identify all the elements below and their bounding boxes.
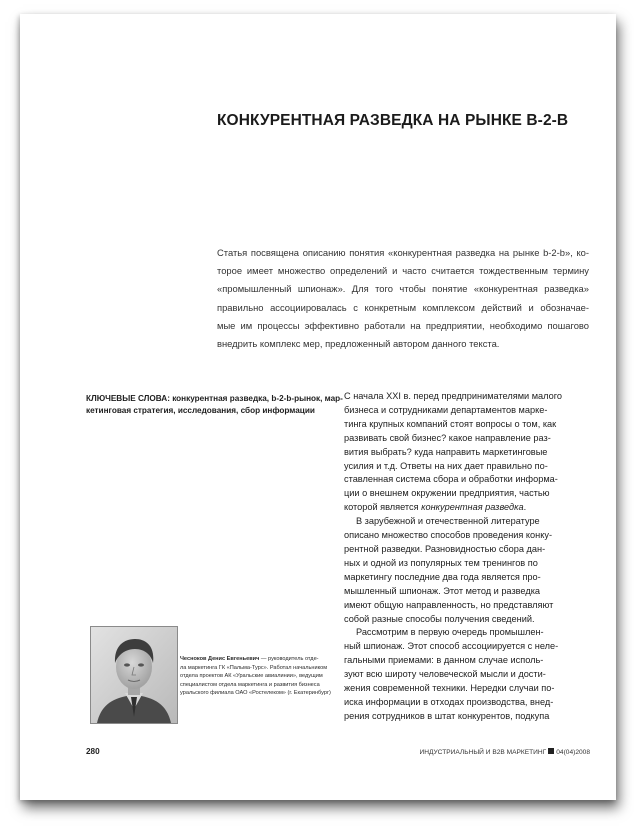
page-number: 280	[86, 747, 100, 756]
body-text: которой является	[344, 502, 422, 513]
journal-name: ИНДУСТРИАЛЬНЫЙ И B2B МАРКЕТИНГ	[419, 749, 547, 756]
author-portrait-image	[91, 627, 177, 723]
body-line: ный шпионаж. Этот способ ассоциируется с неле-	[344, 641, 559, 652]
author-bio-line: специалистом отдела маркетинга и развития бизнеса	[180, 681, 320, 688]
author-bio-line: уральского филиала ОАО «Ростелеком» (г. Екатеринбург)	[180, 690, 331, 697]
body-line: В зарубежной и отечественной литературе	[356, 516, 540, 527]
abstract-line: торое имеет множество определений и часто считается тождественным термину	[217, 265, 589, 277]
article-title: КОНКУРЕНТНАЯ РАЗВЕДКА НА РЫНКЕ B-2-B	[217, 112, 569, 129]
body-line: маркетингу последние два года является про-	[344, 571, 541, 582]
abstract-line: Статья посвящена описанию понятия «конкурентная разведка на рынке b-2-b», ко-	[217, 247, 589, 258]
article-abstract	[217, 244, 589, 353]
body-line: тинга крупных компаний стоят вопросы о том, как	[344, 418, 557, 429]
body-line: С начала XXI в. перед предпринимателями малого	[344, 391, 562, 401]
author-photo	[90, 626, 178, 724]
body-line: гальными приемами: в данном случае исполь-	[344, 655, 544, 666]
author-bio-line: отдела проектов АК «Уральские авиалинии», ведущим	[180, 673, 323, 680]
abstract-line: «промышленный шпионаж». Для того чтобы понятие «конкурентная разведка»	[217, 283, 589, 295]
keywords-line: кетинговая стратегия, исследования, сбор информации	[86, 406, 315, 415]
author-bio-text: — руководитель отде-	[259, 656, 319, 662]
magazine-page	[20, 14, 616, 800]
author-bio-line: ла маркетинга ГК «Пальма-Турс». Работал начальником	[180, 664, 328, 671]
body-line: жения современной техники. Нередки случаи по-	[344, 683, 555, 694]
journal-issue: 04(04)2008	[556, 749, 590, 756]
body-line	[344, 501, 590, 515]
body-line: ных и одной из популярных тем тренингов по	[344, 557, 538, 568]
body-line: бизнеса и сотрудниками департаментов марке-	[344, 404, 548, 415]
article-body	[344, 390, 590, 724]
body-line: развивать свой бизнес? какое направление раз-	[344, 432, 551, 443]
keywords-block	[86, 393, 341, 417]
emphasis-term: конкурентная разведка	[421, 502, 524, 513]
body-line: ставленная система сбора и обработки информа-	[344, 474, 558, 485]
keywords-line: КЛЮЧЕВЫЕ СЛОВА: конкурентная разведка, b-2-b-рынок, мар-	[86, 394, 343, 403]
body-line: вития выбрать? куда направить маркетинговые	[344, 446, 548, 457]
body-line: иска информации в отходах производства, внед-	[344, 696, 554, 707]
body-line: собой разные способы получения сведений.	[344, 613, 535, 624]
abstract-line: мые им процессы эффективно работали на предприятии, необходимо пошагово	[217, 319, 589, 331]
square-bullet-icon	[548, 748, 554, 754]
body-line: Рассмотрим в первую очередь промышлен-	[356, 627, 544, 638]
body-line: мышленный шпионаж. Этот метод и разведка	[344, 585, 541, 596]
author-name: Чесноков Денис Евгеньевич	[180, 656, 260, 662]
body-line: усилия и т.д. Ответы на них дает правильно по-	[344, 460, 548, 471]
body-line: зуют всю широту человеческой мысли и дости-	[344, 669, 546, 680]
body-text: .	[523, 502, 527, 513]
body-line: рения сотрудников в штат конкурентов, подкупа	[344, 710, 550, 721]
author-bio-line	[180, 655, 344, 664]
body-line: описано множество способов проведения конку-	[344, 530, 553, 541]
journal-footer	[404, 748, 590, 756]
body-line: ции о внешнем окружении предприятия, частью	[344, 488, 550, 499]
author-bio	[180, 655, 344, 698]
abstract-line: внедрить комплекс мер, предложенный автором данного текста.	[217, 338, 500, 350]
abstract-line: правильно ассоциировалась с конкретным комплексом действий и обозначае-	[217, 301, 589, 313]
body-line: имеют общую направленность, но представляют	[344, 599, 554, 610]
body-line: рентной разведки. Разновидностью сбора дан-	[344, 543, 546, 554]
